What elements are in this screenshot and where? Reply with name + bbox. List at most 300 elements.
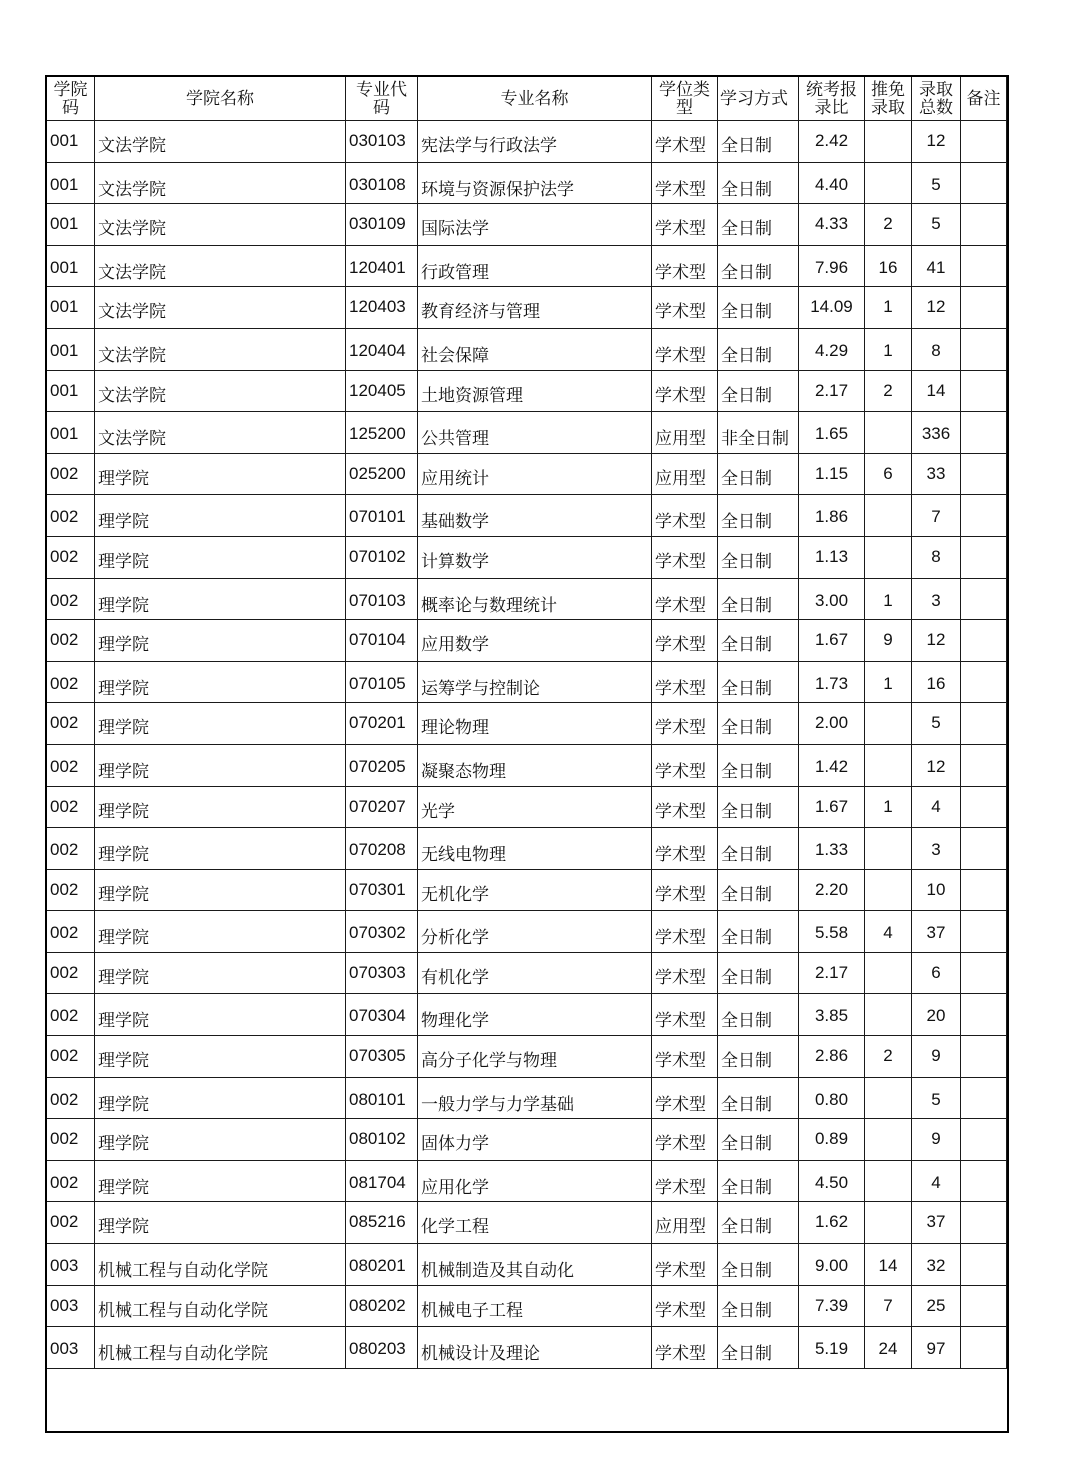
cell-major-code: 070205 bbox=[346, 744, 418, 786]
cell-exam-ratio: 5.58 bbox=[799, 911, 865, 953]
cell-college-code: 003 bbox=[47, 1244, 95, 1286]
table-row bbox=[47, 495, 1007, 537]
cell-major-code: 030103 bbox=[346, 121, 418, 163]
cell-recommended bbox=[865, 495, 912, 537]
cell-college-name: 文法学院 bbox=[95, 245, 346, 287]
cell-major-code: 070208 bbox=[346, 828, 418, 870]
table-row bbox=[47, 744, 1007, 786]
cell-college-name: 文法学院 bbox=[95, 162, 346, 204]
cell-college-code: 002 bbox=[47, 952, 95, 994]
cell-degree-type: 学术型 bbox=[652, 744, 718, 786]
cell-college-code: 002 bbox=[47, 453, 95, 495]
cell-degree-type: 应用型 bbox=[652, 1202, 718, 1244]
cell-major-name: 机械设计及理论 bbox=[418, 1327, 652, 1369]
cell-major-name: 环境与资源保护法学 bbox=[418, 162, 652, 204]
cell-recommended bbox=[865, 536, 912, 578]
cell-total: 14 bbox=[912, 370, 961, 412]
cell-study-mode: 全日制 bbox=[718, 911, 799, 953]
cell-degree-type: 学术型 bbox=[652, 536, 718, 578]
cell-exam-ratio: 0.80 bbox=[799, 1077, 865, 1119]
cell-study-mode: 全日制 bbox=[718, 245, 799, 287]
cell-remarks bbox=[961, 1119, 1007, 1161]
cell-recommended: 2 bbox=[865, 370, 912, 412]
cell-major-name: 社会保障 bbox=[418, 328, 652, 370]
cell-major-code: 080101 bbox=[346, 1077, 418, 1119]
cell-study-mode: 全日制 bbox=[718, 1036, 799, 1078]
cell-major-name: 机械电子工程 bbox=[418, 1285, 652, 1327]
cell-total: 37 bbox=[912, 911, 961, 953]
cell-study-mode: 全日制 bbox=[718, 744, 799, 786]
cell-study-mode: 全日制 bbox=[718, 370, 799, 412]
cell-major-name: 凝聚态物理 bbox=[418, 744, 652, 786]
table-row bbox=[47, 204, 1007, 246]
cell-major-code: 070103 bbox=[346, 578, 418, 620]
cell-recommended: 4 bbox=[865, 911, 912, 953]
cell-college-code: 001 bbox=[47, 287, 95, 329]
cell-recommended bbox=[865, 828, 912, 870]
cell-college-code: 003 bbox=[47, 1327, 95, 1369]
cell-recommended bbox=[865, 952, 912, 994]
cell-exam-ratio: 1.33 bbox=[799, 828, 865, 870]
cell-remarks bbox=[961, 370, 1007, 412]
cell-recommended: 1 bbox=[865, 287, 912, 329]
cell-degree-type: 学术型 bbox=[652, 661, 718, 703]
cell-remarks bbox=[961, 453, 1007, 495]
cell-degree-type: 学术型 bbox=[652, 786, 718, 828]
cell-exam-ratio: 1.86 bbox=[799, 495, 865, 537]
cell-recommended: 6 bbox=[865, 453, 912, 495]
cell-major-name: 教育经济与管理 bbox=[418, 287, 652, 329]
cell-major-code: 120401 bbox=[346, 245, 418, 287]
cell-remarks bbox=[961, 661, 1007, 703]
cell-college-name: 理学院 bbox=[95, 828, 346, 870]
table-row bbox=[47, 1285, 1007, 1327]
cell-college-code: 002 bbox=[47, 994, 95, 1036]
cell-recommended bbox=[865, 1160, 912, 1202]
table-row bbox=[47, 536, 1007, 578]
cell-college-name: 理学院 bbox=[95, 911, 346, 953]
cell-exam-ratio: 1.13 bbox=[799, 536, 865, 578]
cell-recommended: 1 bbox=[865, 578, 912, 620]
cell-exam-ratio: 5.19 bbox=[799, 1327, 865, 1369]
cell-major-name: 理论物理 bbox=[418, 703, 652, 745]
cell-major-code: 070304 bbox=[346, 994, 418, 1036]
table-row bbox=[47, 1119, 1007, 1161]
cell-recommended bbox=[865, 121, 912, 163]
cell-study-mode: 全日制 bbox=[718, 1327, 799, 1369]
cell-remarks bbox=[961, 328, 1007, 370]
cell-exam-ratio: 1.15 bbox=[799, 453, 865, 495]
table-row bbox=[47, 1202, 1007, 1244]
cell-college-code: 001 bbox=[47, 121, 95, 163]
cell-college-code: 001 bbox=[47, 204, 95, 246]
cell-college-code: 001 bbox=[47, 245, 95, 287]
header-degree-type: 学位类型 bbox=[652, 77, 718, 121]
cell-exam-ratio: 1.67 bbox=[799, 620, 865, 662]
cell-recommended bbox=[865, 994, 912, 1036]
cell-college-code: 002 bbox=[47, 828, 95, 870]
cell-college-name: 机械工程与自动化学院 bbox=[95, 1327, 346, 1369]
cell-study-mode: 全日制 bbox=[718, 287, 799, 329]
cell-exam-ratio: 4.29 bbox=[799, 328, 865, 370]
cell-college-name: 理学院 bbox=[95, 994, 346, 1036]
cell-degree-type: 学术型 bbox=[652, 245, 718, 287]
cell-total: 33 bbox=[912, 453, 961, 495]
cell-exam-ratio: 2.42 bbox=[799, 121, 865, 163]
cell-total: 3 bbox=[912, 828, 961, 870]
cell-degree-type: 学术型 bbox=[652, 1077, 718, 1119]
cell-college-name: 理学院 bbox=[95, 453, 346, 495]
cell-study-mode: 非全日制 bbox=[718, 412, 799, 454]
cell-recommended: 2 bbox=[865, 204, 912, 246]
cell-total: 12 bbox=[912, 620, 961, 662]
cell-total: 97 bbox=[912, 1327, 961, 1369]
table-row bbox=[47, 121, 1007, 163]
cell-college-name: 机械工程与自动化学院 bbox=[95, 1285, 346, 1327]
cell-total: 3 bbox=[912, 578, 961, 620]
cell-degree-type: 学术型 bbox=[652, 204, 718, 246]
table-body bbox=[47, 121, 1007, 1369]
cell-remarks bbox=[961, 1202, 1007, 1244]
cell-study-mode: 全日制 bbox=[718, 1160, 799, 1202]
cell-college-name: 理学院 bbox=[95, 1160, 346, 1202]
cell-major-code: 120403 bbox=[346, 287, 418, 329]
cell-remarks bbox=[961, 412, 1007, 454]
cell-remarks bbox=[961, 287, 1007, 329]
cell-college-name: 理学院 bbox=[95, 1036, 346, 1078]
cell-recommended: 9 bbox=[865, 620, 912, 662]
cell-total: 16 bbox=[912, 661, 961, 703]
cell-remarks bbox=[961, 703, 1007, 745]
cell-study-mode: 全日制 bbox=[718, 453, 799, 495]
cell-major-name: 计算数学 bbox=[418, 536, 652, 578]
cell-remarks bbox=[961, 828, 1007, 870]
cell-exam-ratio: 2.20 bbox=[799, 869, 865, 911]
cell-major-code: 070207 bbox=[346, 786, 418, 828]
cell-major-code: 120405 bbox=[346, 370, 418, 412]
cell-recommended bbox=[865, 1119, 912, 1161]
cell-degree-type: 学术型 bbox=[652, 994, 718, 1036]
cell-major-name: 应用化学 bbox=[418, 1160, 652, 1202]
cell-remarks bbox=[961, 786, 1007, 828]
cell-exam-ratio: 3.00 bbox=[799, 578, 865, 620]
cell-college-name: 理学院 bbox=[95, 786, 346, 828]
cell-college-name: 文法学院 bbox=[95, 287, 346, 329]
table-row bbox=[47, 1244, 1007, 1286]
cell-college-code: 002 bbox=[47, 1202, 95, 1244]
cell-major-code: 080203 bbox=[346, 1327, 418, 1369]
cell-degree-type: 学术型 bbox=[652, 1244, 718, 1286]
cell-recommended: 1 bbox=[865, 786, 912, 828]
cell-total: 5 bbox=[912, 703, 961, 745]
cell-remarks bbox=[961, 744, 1007, 786]
cell-major-name: 固体力学 bbox=[418, 1119, 652, 1161]
cell-exam-ratio: 0.89 bbox=[799, 1119, 865, 1161]
cell-remarks bbox=[961, 1036, 1007, 1078]
cell-degree-type: 学术型 bbox=[652, 952, 718, 994]
cell-major-name: 高分子化学与物理 bbox=[418, 1036, 652, 1078]
cell-major-name: 无线电物理 bbox=[418, 828, 652, 870]
cell-college-name: 文法学院 bbox=[95, 328, 346, 370]
cell-study-mode: 全日制 bbox=[718, 121, 799, 163]
cell-total: 7 bbox=[912, 495, 961, 537]
cell-college-code: 002 bbox=[47, 911, 95, 953]
cell-major-code: 080202 bbox=[346, 1285, 418, 1327]
cell-degree-type: 学术型 bbox=[652, 1036, 718, 1078]
cell-recommended: 1 bbox=[865, 328, 912, 370]
cell-college-code: 002 bbox=[47, 869, 95, 911]
cell-total: 4 bbox=[912, 786, 961, 828]
cell-college-code: 002 bbox=[47, 620, 95, 662]
cell-remarks bbox=[961, 536, 1007, 578]
cell-major-name: 物理化学 bbox=[418, 994, 652, 1036]
cell-remarks bbox=[961, 952, 1007, 994]
cell-remarks bbox=[961, 620, 1007, 662]
cell-total: 5 bbox=[912, 162, 961, 204]
cell-degree-type: 学术型 bbox=[652, 869, 718, 911]
table-row bbox=[47, 620, 1007, 662]
cell-study-mode: 全日制 bbox=[718, 536, 799, 578]
cell-study-mode: 全日制 bbox=[718, 620, 799, 662]
cell-remarks bbox=[961, 162, 1007, 204]
cell-total: 41 bbox=[912, 245, 961, 287]
table-row bbox=[47, 911, 1007, 953]
cell-college-name: 文法学院 bbox=[95, 412, 346, 454]
cell-college-name: 理学院 bbox=[95, 495, 346, 537]
cell-remarks bbox=[961, 869, 1007, 911]
cell-college-code: 002 bbox=[47, 1077, 95, 1119]
cell-college-name: 理学院 bbox=[95, 578, 346, 620]
header-major-name: 专业名称 bbox=[418, 77, 652, 121]
cell-study-mode: 全日制 bbox=[718, 204, 799, 246]
header-exam-ratio: 统考报录比 bbox=[799, 77, 865, 121]
cell-exam-ratio: 7.39 bbox=[799, 1285, 865, 1327]
table-row bbox=[47, 453, 1007, 495]
cell-college-name: 理学院 bbox=[95, 620, 346, 662]
cell-college-name: 理学院 bbox=[95, 1119, 346, 1161]
header-major-code: 专业代码 bbox=[346, 77, 418, 121]
cell-exam-ratio: 7.96 bbox=[799, 245, 865, 287]
cell-college-code: 001 bbox=[47, 370, 95, 412]
cell-remarks bbox=[961, 1244, 1007, 1286]
cell-exam-ratio: 1.67 bbox=[799, 786, 865, 828]
cell-college-code: 002 bbox=[47, 1160, 95, 1202]
table-row bbox=[47, 952, 1007, 994]
cell-college-code: 003 bbox=[47, 1285, 95, 1327]
cell-total: 6 bbox=[912, 952, 961, 994]
cell-total: 12 bbox=[912, 121, 961, 163]
header-row bbox=[47, 77, 1007, 121]
table-row bbox=[47, 703, 1007, 745]
cell-college-name: 理学院 bbox=[95, 536, 346, 578]
cell-recommended: 7 bbox=[865, 1285, 912, 1327]
table-row bbox=[47, 661, 1007, 703]
cell-degree-type: 学术型 bbox=[652, 495, 718, 537]
cell-college-code: 002 bbox=[47, 703, 95, 745]
cell-recommended bbox=[865, 703, 912, 745]
cell-major-code: 085216 bbox=[346, 1202, 418, 1244]
cell-exam-ratio: 1.73 bbox=[799, 661, 865, 703]
table-row bbox=[47, 1036, 1007, 1078]
cell-college-code: 002 bbox=[47, 536, 95, 578]
table-row bbox=[47, 1160, 1007, 1202]
cell-total: 25 bbox=[912, 1285, 961, 1327]
cell-study-mode: 全日制 bbox=[718, 952, 799, 994]
cell-total: 5 bbox=[912, 204, 961, 246]
cell-study-mode: 全日制 bbox=[718, 495, 799, 537]
cell-college-code: 001 bbox=[47, 412, 95, 454]
cell-degree-type: 学术型 bbox=[652, 1285, 718, 1327]
cell-major-name: 应用统计 bbox=[418, 453, 652, 495]
cell-college-code: 002 bbox=[47, 1036, 95, 1078]
cell-college-name: 理学院 bbox=[95, 744, 346, 786]
cell-college-code: 002 bbox=[47, 578, 95, 620]
cell-degree-type: 应用型 bbox=[652, 412, 718, 454]
header-college-name: 学院名称 bbox=[95, 77, 346, 121]
cell-exam-ratio: 2.86 bbox=[799, 1036, 865, 1078]
table-row bbox=[47, 994, 1007, 1036]
cell-major-name: 公共管理 bbox=[418, 412, 652, 454]
cell-study-mode: 全日制 bbox=[718, 786, 799, 828]
cell-study-mode: 全日制 bbox=[718, 869, 799, 911]
cell-exam-ratio: 1.62 bbox=[799, 1202, 865, 1244]
cell-study-mode: 全日制 bbox=[718, 828, 799, 870]
cell-recommended bbox=[865, 412, 912, 454]
cell-degree-type: 应用型 bbox=[652, 453, 718, 495]
cell-college-name: 理学院 bbox=[95, 703, 346, 745]
header-recommended: 推免录取 bbox=[865, 77, 912, 121]
cell-remarks bbox=[961, 1285, 1007, 1327]
cell-recommended bbox=[865, 1077, 912, 1119]
cell-college-name: 理学院 bbox=[95, 661, 346, 703]
cell-recommended: 16 bbox=[865, 245, 912, 287]
cell-college-name: 理学院 bbox=[95, 1202, 346, 1244]
cell-major-code: 070201 bbox=[346, 703, 418, 745]
cell-remarks bbox=[961, 245, 1007, 287]
cell-degree-type: 学术型 bbox=[652, 328, 718, 370]
cell-major-code: 070104 bbox=[346, 620, 418, 662]
table-row bbox=[47, 245, 1007, 287]
cell-exam-ratio: 4.50 bbox=[799, 1160, 865, 1202]
cell-major-code: 070303 bbox=[346, 952, 418, 994]
cell-degree-type: 学术型 bbox=[652, 370, 718, 412]
cell-exam-ratio: 4.40 bbox=[799, 162, 865, 204]
table-row bbox=[47, 370, 1007, 412]
cell-total: 12 bbox=[912, 744, 961, 786]
cell-exam-ratio: 2.17 bbox=[799, 370, 865, 412]
table-row bbox=[47, 328, 1007, 370]
cell-study-mode: 全日制 bbox=[718, 1202, 799, 1244]
table-row bbox=[47, 162, 1007, 204]
cell-study-mode: 全日制 bbox=[718, 328, 799, 370]
cell-degree-type: 学术型 bbox=[652, 1119, 718, 1161]
cell-recommended: 14 bbox=[865, 1244, 912, 1286]
cell-college-code: 002 bbox=[47, 744, 95, 786]
table-row bbox=[47, 1077, 1007, 1119]
cell-exam-ratio: 2.00 bbox=[799, 703, 865, 745]
cell-degree-type: 学术型 bbox=[652, 1327, 718, 1369]
cell-college-name: 理学院 bbox=[95, 952, 346, 994]
cell-college-code: 002 bbox=[47, 661, 95, 703]
cell-recommended: 2 bbox=[865, 1036, 912, 1078]
admissions-table bbox=[46, 76, 1007, 1369]
cell-major-name: 机械制造及其自动化 bbox=[418, 1244, 652, 1286]
cell-degree-type: 学术型 bbox=[652, 578, 718, 620]
cell-exam-ratio: 2.17 bbox=[799, 952, 865, 994]
cell-major-code: 070102 bbox=[346, 536, 418, 578]
cell-major-code: 030108 bbox=[346, 162, 418, 204]
cell-study-mode: 全日制 bbox=[718, 994, 799, 1036]
cell-major-code: 070101 bbox=[346, 495, 418, 537]
cell-recommended bbox=[865, 869, 912, 911]
cell-total: 336 bbox=[912, 412, 961, 454]
cell-major-name: 一般力学与力学基础 bbox=[418, 1077, 652, 1119]
cell-exam-ratio: 3.85 bbox=[799, 994, 865, 1036]
cell-total: 8 bbox=[912, 328, 961, 370]
cell-study-mode: 全日制 bbox=[718, 1285, 799, 1327]
cell-college-code: 002 bbox=[47, 786, 95, 828]
cell-remarks bbox=[961, 994, 1007, 1036]
cell-major-code: 120404 bbox=[346, 328, 418, 370]
cell-degree-type: 学术型 bbox=[652, 620, 718, 662]
cell-college-name: 文法学院 bbox=[95, 204, 346, 246]
cell-major-code: 070105 bbox=[346, 661, 418, 703]
cell-total: 9 bbox=[912, 1036, 961, 1078]
cell-exam-ratio: 1.42 bbox=[799, 744, 865, 786]
cell-college-name: 机械工程与自动化学院 bbox=[95, 1244, 346, 1286]
cell-study-mode: 全日制 bbox=[718, 1077, 799, 1119]
cell-recommended bbox=[865, 744, 912, 786]
cell-study-mode: 全日制 bbox=[718, 703, 799, 745]
cell-degree-type: 学术型 bbox=[652, 1160, 718, 1202]
header-remarks: 备注 bbox=[961, 77, 1007, 121]
table-row bbox=[47, 786, 1007, 828]
cell-major-name: 化学工程 bbox=[418, 1202, 652, 1244]
cell-total: 20 bbox=[912, 994, 961, 1036]
cell-total: 12 bbox=[912, 287, 961, 329]
cell-major-code: 025200 bbox=[346, 453, 418, 495]
cell-major-code: 081704 bbox=[346, 1160, 418, 1202]
cell-degree-type: 学术型 bbox=[652, 911, 718, 953]
cell-remarks bbox=[961, 1160, 1007, 1202]
cell-total: 4 bbox=[912, 1160, 961, 1202]
cell-remarks bbox=[961, 495, 1007, 537]
cell-exam-ratio: 14.09 bbox=[799, 287, 865, 329]
cell-major-code: 070301 bbox=[346, 869, 418, 911]
cell-study-mode: 全日制 bbox=[718, 1119, 799, 1161]
cell-total: 8 bbox=[912, 536, 961, 578]
cell-total: 32 bbox=[912, 1244, 961, 1286]
cell-major-name: 国际法学 bbox=[418, 204, 652, 246]
cell-major-name: 土地资源管理 bbox=[418, 370, 652, 412]
cell-remarks bbox=[961, 1327, 1007, 1369]
cell-college-name: 理学院 bbox=[95, 1077, 346, 1119]
cell-remarks bbox=[961, 1077, 1007, 1119]
cell-major-name: 光学 bbox=[418, 786, 652, 828]
table-row bbox=[47, 412, 1007, 454]
cell-degree-type: 学术型 bbox=[652, 121, 718, 163]
cell-major-name: 应用数学 bbox=[418, 620, 652, 662]
cell-study-mode: 全日制 bbox=[718, 578, 799, 620]
cell-recommended: 24 bbox=[865, 1327, 912, 1369]
cell-major-name: 宪法学与行政法学 bbox=[418, 121, 652, 163]
cell-exam-ratio: 9.00 bbox=[799, 1244, 865, 1286]
cell-degree-type: 学术型 bbox=[652, 287, 718, 329]
cell-remarks bbox=[961, 121, 1007, 163]
cell-recommended bbox=[865, 162, 912, 204]
table-row bbox=[47, 287, 1007, 329]
cell-major-name: 运筹学与控制论 bbox=[418, 661, 652, 703]
